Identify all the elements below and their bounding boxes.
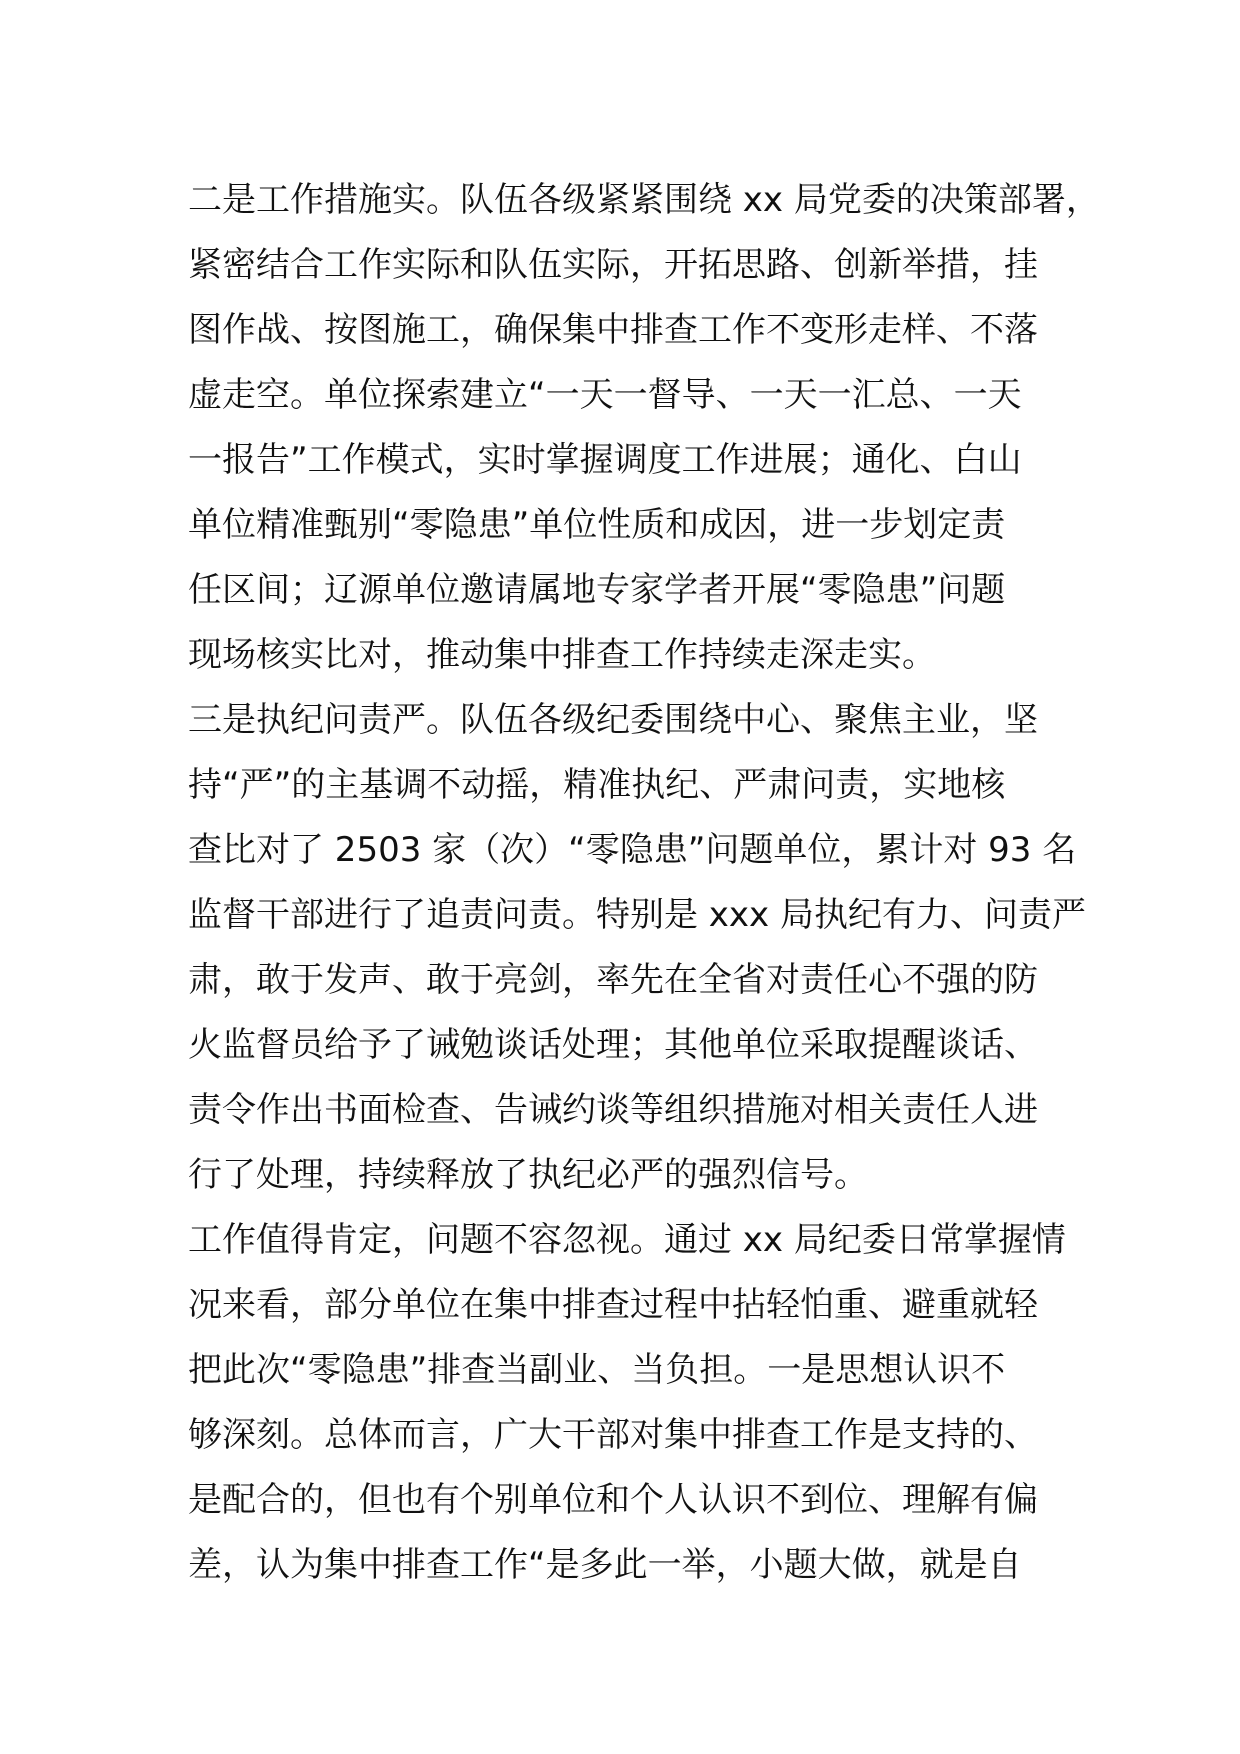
text-line: 一报告”工作模式，实时掌握调度工作进展；通化、白山 bbox=[188, 440, 1022, 480]
text-line: 责令作出书面检查、告诫约谈等组织措施对相关责任人进 bbox=[188, 1090, 1038, 1130]
text-line: 查比对了 2503 家（次）“零隐患”问题单位，累计对 93 名 bbox=[188, 830, 1077, 870]
text-line: 虚走空。单位探索建立“一天一督导、一天一汇总、一天 bbox=[188, 375, 1022, 415]
document-body bbox=[188, 168, 1100, 1598]
text-line: 工作值得肯定，问题不容忽视。通过 xx 局纪委日常掌握情 bbox=[188, 1220, 1066, 1260]
text-line: 是配合的，但也有个别单位和个人认识不到位、理解有偏 bbox=[188, 1480, 1038, 1520]
text-line: 监督干部进行了追责问责。特别是 xxx 局执纪有力、问责严 bbox=[188, 895, 1086, 935]
text-line: 紧密结合工作实际和队伍实际，开拓思路、创新举措，挂 bbox=[188, 245, 1038, 285]
text-line: 二是工作措施实。队伍各级紧紧围绕 xx 局党委的决策部署， bbox=[188, 180, 1100, 220]
text-line: 任区间；辽源单位邀请属地专家学者开展“零隐患”问题 bbox=[188, 570, 1006, 610]
text-line: 现场核实比对，推动集中排查工作持续走深走实。 bbox=[188, 635, 936, 675]
text-line: 火监督员给予了诫勉谈话处理；其他单位采取提醒谈话、 bbox=[188, 1025, 1038, 1065]
text-line: 三是执纪问责严。队伍各级纪委围绕中心、聚焦主业，坚 bbox=[188, 700, 1038, 740]
text-line: 持“严”的主基调不动摇，精准执纪、严肃问责，实地核 bbox=[188, 765, 1006, 805]
text-line: 肃，敢于发声、敢于亮剑，率先在全省对责任心不强的防 bbox=[188, 960, 1038, 1000]
text-line: 单位精准甄别“零隐患”单位性质和成因，进一步划定责 bbox=[188, 505, 1006, 545]
text-line: 行了处理，持续释放了执纪必严的强烈信号。 bbox=[188, 1155, 868, 1195]
text-line: 况来看，部分单位在集中排查过程中拈轻怕重、避重就轻 bbox=[188, 1285, 1038, 1325]
text-line: 图作战、按图施工，确保集中排查工作不变形走样、不落 bbox=[188, 310, 1038, 350]
text-line: 差，认为集中排查工作“是多此一举，小题大做，就是自 bbox=[188, 1545, 1022, 1585]
text-line: 够深刻。总体而言，广大干部对集中排查工作是支持的、 bbox=[188, 1415, 1038, 1455]
text-line: 把此次“零隐患”排查当副业、当负担。一是思想认识不 bbox=[188, 1350, 1006, 1390]
